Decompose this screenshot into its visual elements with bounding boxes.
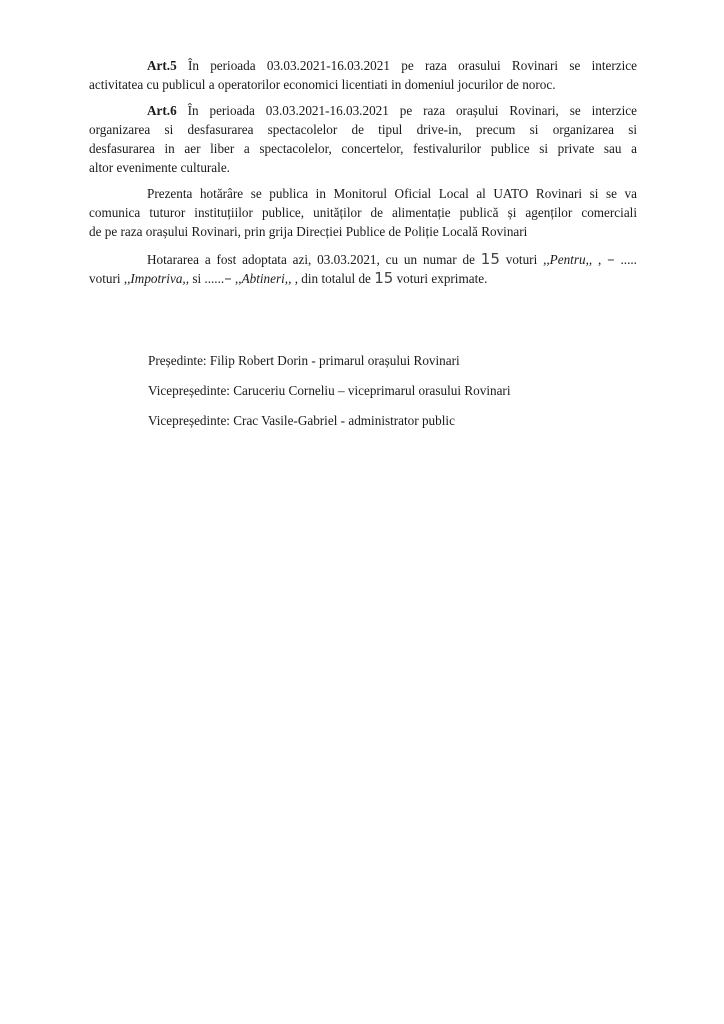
vote-text-a: Hotararea a fost adoptata azi, 03.03.2021, cu un numar de: [147, 252, 481, 267]
vote-text-g: ,,: [231, 271, 242, 286]
publication-paragraph: [89, 184, 637, 241]
article-6-line-1: În perioada 03.03.2021-16.03.2021 pe raza orașului Rovinari, se interzice: [176, 103, 637, 118]
vote-text-h: , din totalul de: [291, 271, 375, 286]
vote-for-label: ,,Pentru,,: [543, 252, 593, 267]
vote-text-b: voturi: [499, 252, 544, 267]
vice-president-1-line: Vicepreședinte: Caruceriu Corneliu – viceprimarul orasului Rovinari: [148, 383, 511, 398]
vote-text-e: voturi: [89, 271, 124, 286]
publication-line-3: de pe raza orașului Rovinari, prin grija Direcției Publice de Poliție Locală Rovinari: [89, 224, 528, 239]
vote-text-f: si ......: [189, 271, 225, 286]
vote-text-c: ,: [592, 252, 608, 267]
article-6-line-2: organizarea si desfasurarea spectacolelor de tipul drive-in, precum si organizarea si: [89, 122, 637, 137]
article-5-label: Art.5: [147, 58, 177, 73]
publication-line-2: comunica tuturor instituțiilor publice, unităților de alimentație publică și agenților comerciali: [89, 205, 637, 220]
handwritten-votes-total: 15: [374, 269, 394, 287]
handwritten-abstentions: –: [224, 269, 232, 287]
president-line: Președinte: Filip Robert Dorin - primarul orașului Rovinari: [148, 353, 460, 368]
publication-line-1: Prezenta hotărâre se publica in Monitorul Oficial Local al UATO Rovinari si se va: [147, 186, 637, 201]
vote-text-d: .....: [614, 252, 637, 267]
article-5-line-2: activitatea cu publicul a operatorilor economici licentiati in domeniul jocurilor de noroc.: [89, 77, 556, 92]
vice-president-2-line: Vicepreședinte: Crac Vasile-Gabriel - administrator public: [148, 413, 455, 428]
article-6-label: Art.6: [147, 103, 177, 118]
vote-text-i: voturi exprimate.: [393, 271, 488, 286]
vote-paragraph: [89, 250, 637, 288]
vote-against-label: ,,Impotriva,,: [123, 271, 190, 286]
article-6-line-4: altor evenimente culturale.: [89, 160, 230, 175]
article-6: [89, 101, 637, 177]
vote-abstention-label: Abtineri,,: [241, 271, 292, 286]
article-6-line-3: desfasurarea in aer liber a spectacolelor, concertelor, festivalurilor publice si private sau a: [89, 141, 637, 156]
article-5: [89, 56, 637, 94]
handwritten-votes-for: 15: [480, 250, 500, 268]
handwritten-votes-against: –: [607, 250, 615, 268]
article-5-line-1: În perioada 03.03.2021-16.03.2021 pe raza orasului Rovinari se interzice: [176, 58, 637, 73]
